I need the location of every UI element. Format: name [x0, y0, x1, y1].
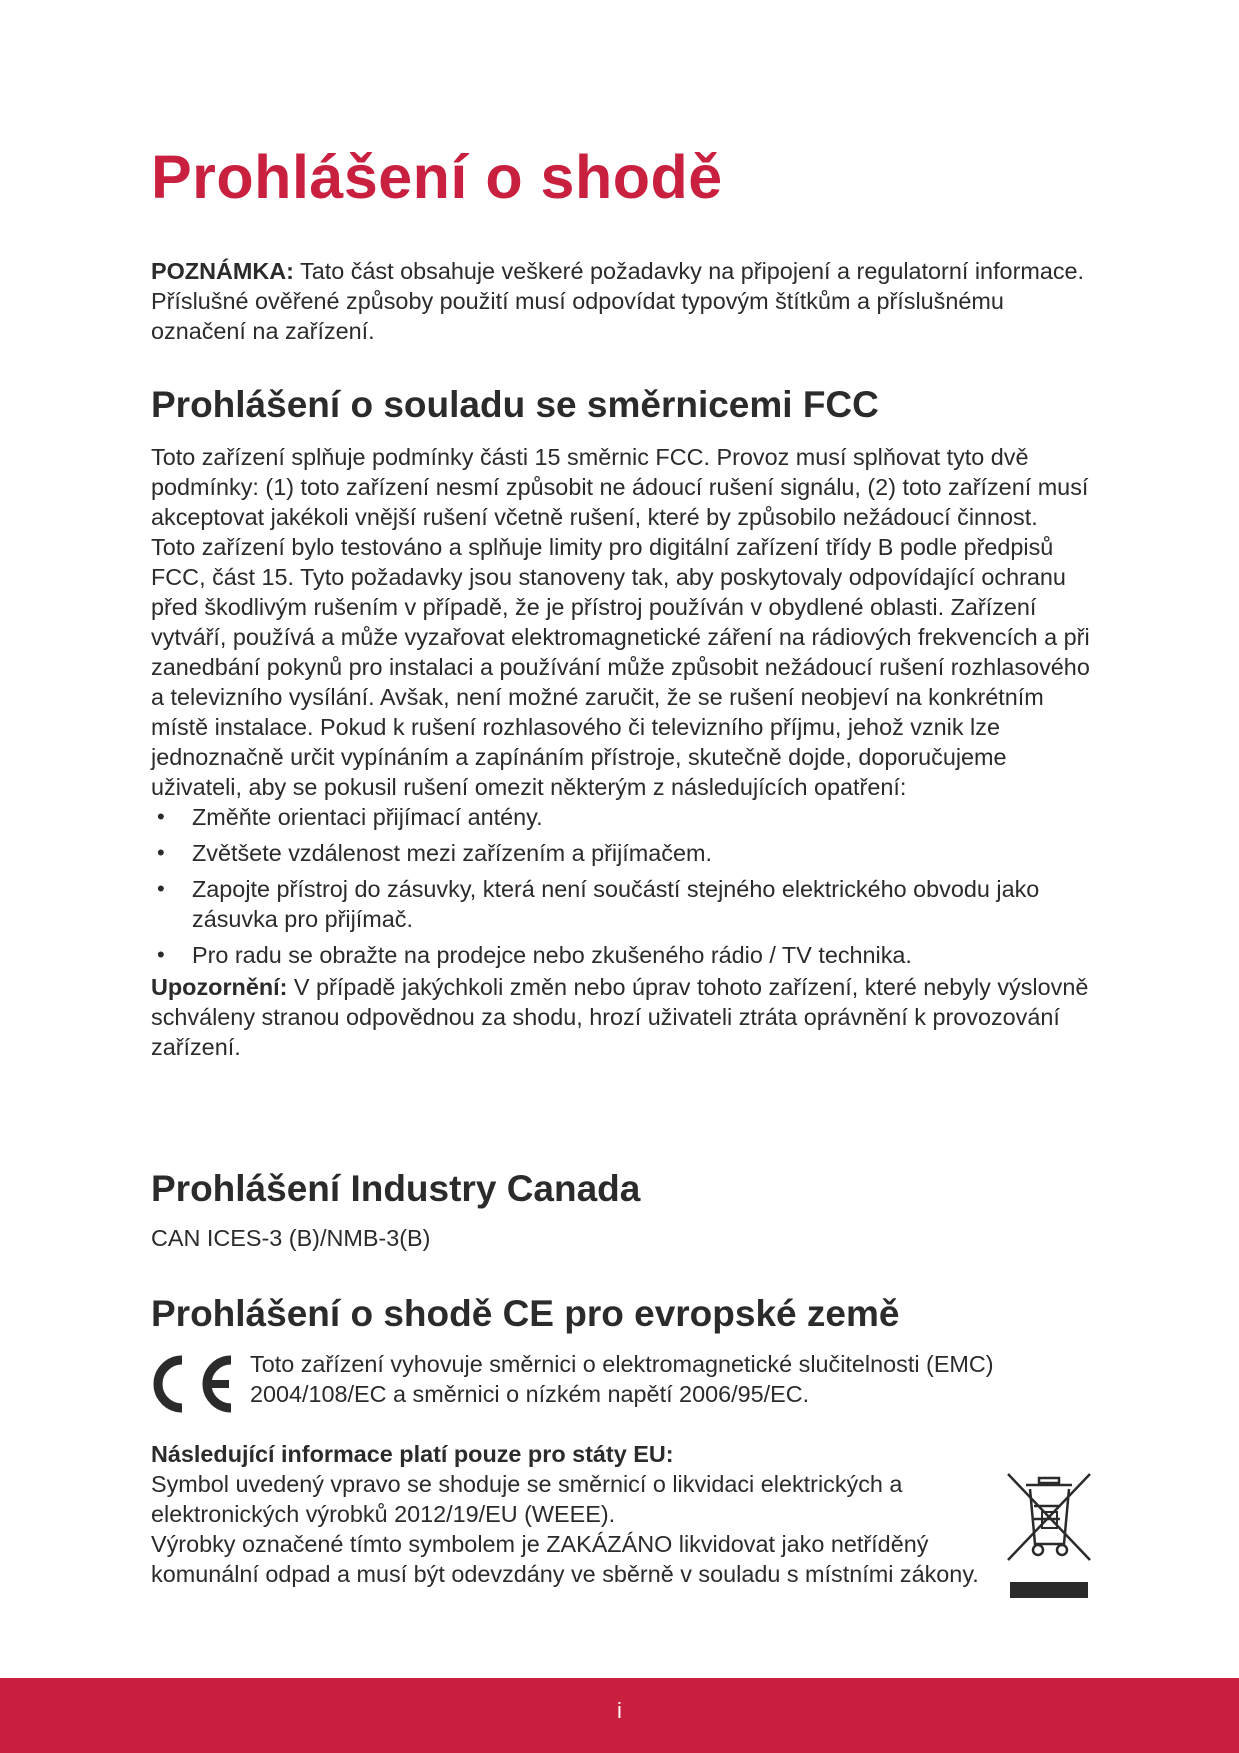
fcc-paragraph-2: Toto zařízení bylo testováno a splňuje limity pro digitální zařízení třídy B podle předpisů FCC, část 15. Tyto požadavky jsou stanoveny tak, aby poskytovaly odpovídající ochranu před škodlivým rušením v případě, že je přístroj používán v obydlené oblasti. Zařízení vytváří, používá a může vyzařovat elektromagnetické záření na rádiových frekvencích a při zanedbání pokynů pro instalaci a používání může způsobit nežádoucí rušení rozhlasového a televizního vysílání. Avšak, není možné zaručit, že se rušení neobjeví na konkrétním místě instalace. Pokud k rušení rozhlasového či televizního příjmu, jehož vznik lze jednoznačně určit vypínáním a zapínáním přístroje, skutečně dojde, doporučujeme uživateli, aby se pokusil rušení omezit některým z následujících opatření:: [151, 534, 1090, 800]
ce-heading: Prohlášení o shodě CE pro evropské země: [151, 1293, 900, 1334]
bullet-icon: •: [157, 840, 165, 865]
list-item: • Zapojte přístroj do zásuvky, která není součástí stejného elektrického obvodu jako zásuvka pro přijímač.: [157, 876, 1040, 932]
note-lead: POZNÁMKA:: [151, 258, 294, 284]
weee-crossed-bin-icon: [1002, 1472, 1096, 1602]
bullet-icon: •: [157, 804, 165, 829]
note-paragraph: [151, 256, 1091, 346]
eu-paragraph-2: Výrobky označené tímto symbolem je ZAKÁZÁNO likvidovat jako netříděný komunální odpad a musí být odevzdány ve sběrně v souladu s místními zákony.: [151, 1531, 979, 1587]
fcc-warning: [151, 972, 1091, 1062]
fcc-measures-list: [151, 802, 1091, 970]
list-item: • Pro radu se obražte na prodejce nebo zkušeného rádio / TV technika.: [157, 942, 912, 968]
warning-text: V případě jakýchkoli změn nebo úprav tohoto zařízení, které nebyly výslovně schváleny stranou odpovědnou za shodu, hrozí uživateli ztráta oprávnění k provozování zařízení.: [151, 974, 1089, 1060]
fcc-heading: Prohlášení o souladu se směrnicemi FCC: [151, 384, 879, 425]
eu-section: [151, 1439, 1001, 1589]
industry-canada-heading: Prohlášení Industry Canada: [151, 1168, 641, 1209]
bullet-icon: •: [157, 876, 165, 901]
eu-lead: Následující informace platí pouze pro státy EU:: [151, 1441, 674, 1467]
fcc-paragraph-1: Toto zařízení splňuje podmínky části 15 směrnic FCC. Provoz musí splňovat tyto dvě podmínky: (1) toto zařízení nesmí způsobit ne ádoucí rušení signálu, (2) toto zařízení musí akceptovat jakékoli vnější rušení včetně rušení, které by způsobilo nežádoucí činnost.: [151, 444, 1089, 530]
page-number: i: [617, 1698, 622, 1723]
ce-mark-icon: [151, 1353, 235, 1415]
bullet-icon: •: [157, 942, 165, 967]
list-item: • Změňte orientaci přijímací antény.: [157, 804, 543, 830]
ce-text: Toto zařízení vyhovuje směrnici o elektromagnetické slučitelnosti (EMC) 2004/108/EC a směrnici o nízkém napětí 2006/95/EC.: [250, 1351, 994, 1407]
fcc-section: [151, 442, 1091, 1062]
note-text: Tato část obsahuje veškeré požadavky na připojení a regulatorní informace. Příslušné ověřené způsoby použití musí odpovídat typovým štítkům a příslušnému označení na zařízení.: [151, 258, 1085, 344]
ce-statement: [151, 1349, 1091, 1419]
footer-bar: [0, 1678, 1239, 1753]
eu-paragraph-1: Symbol uvedený vpravo se shoduje se směrnicí o likvidaci elektrických a elektronických výrobků 2012/19/EU (WEEE).: [151, 1471, 903, 1527]
warning-lead: Upozornění:: [151, 974, 288, 1000]
page-title: Prohlášení o shodě: [151, 143, 723, 211]
industry-canada-text: CAN ICES-3 (B)/NMB-3(B): [151, 1225, 431, 1251]
list-item: • Zvětšete vzdálenost mezi zařízením a přijímačem.: [157, 840, 712, 866]
